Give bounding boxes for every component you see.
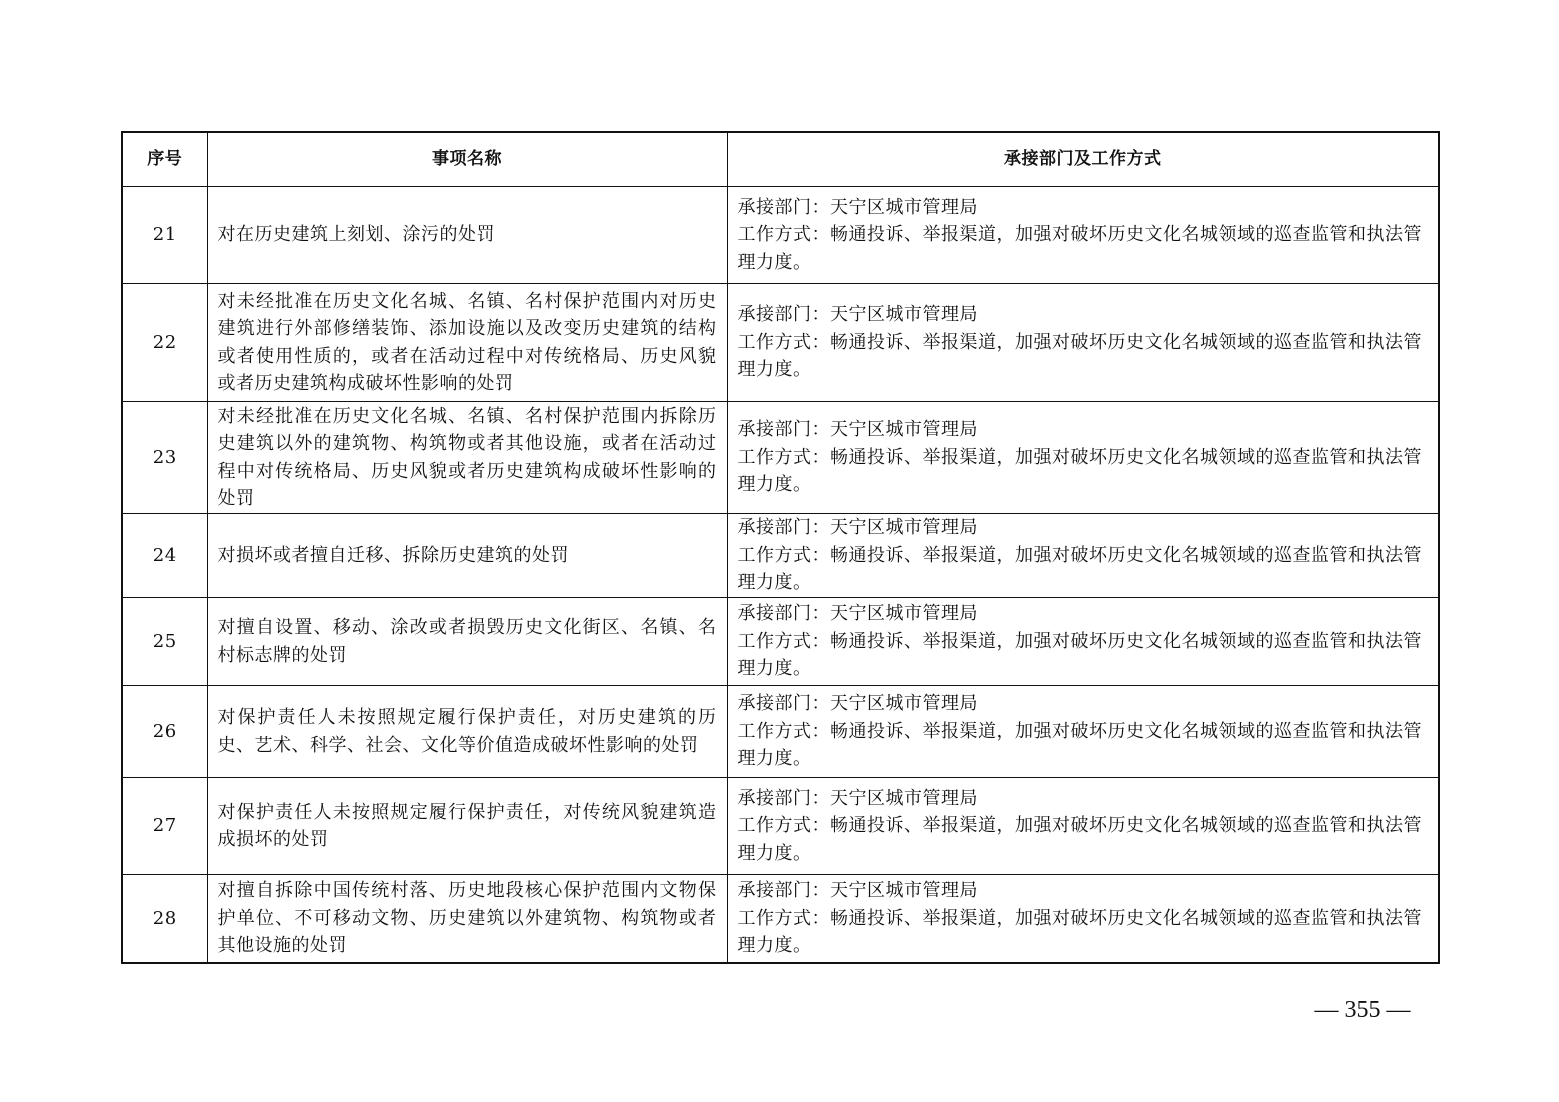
row-dept-method (727, 778, 1439, 875)
row-dept: 承接部门：天宁区城市管理局 (737, 603, 978, 625)
row-item-name: 对保护责任人未按照规定履行保护责任，对历史建筑的历史、艺术、科学、社会、文化等价值造成破坏性影响的处罚 (207, 686, 727, 778)
row-dept-method (727, 598, 1439, 686)
header-serial: 序号 (122, 132, 207, 187)
row-dept: 承接部门：天宁区城市管理局 (737, 517, 978, 539)
table-row (122, 187, 1439, 284)
row-method: 工作方式：畅通投诉、举报渠道，加强对破坏历史文化名城领域的巡查监管和执法管理力度。 (737, 907, 1422, 957)
row-dept-method (727, 514, 1439, 598)
row-method: 工作方式：畅通投诉、举报渠道，加强对破坏历史文化名城领域的巡查监管和执法管理力度。 (737, 815, 1422, 864)
table-row (122, 598, 1439, 686)
table-row (122, 284, 1439, 402)
row-dept-method (727, 402, 1439, 514)
row-serial: 24 (122, 514, 207, 598)
row-serial: 27 (122, 778, 207, 875)
table-row (122, 402, 1439, 514)
row-dept-method (727, 284, 1439, 402)
row-dept: 承接部门：天宁区城市管理局 (737, 787, 978, 809)
table-header-row (122, 132, 1439, 187)
row-serial: 21 (122, 187, 207, 284)
row-method: 工作方式：畅通投诉、举报渠道，加强对破坏历史文化名城领域的巡查监管和执法管理力度。 (737, 720, 1422, 770)
row-serial: 26 (122, 686, 207, 778)
row-method: 工作方式：畅通投诉、举报渠道，加强对破坏历史文化名城领域的巡查监管和执法管理力度。 (737, 446, 1422, 496)
table-row (122, 778, 1439, 875)
row-serial: 22 (122, 284, 207, 402)
row-method: 工作方式：畅通投诉、举报渠道，加强对破坏历史文化名城领域的巡查监管和执法管理力度。 (737, 224, 1422, 273)
page-number: — 355 — (1314, 997, 1411, 1023)
row-dept: 承接部门：天宁区城市管理局 (737, 196, 978, 218)
row-dept: 承接部门：天宁区城市管理局 (737, 880, 978, 902)
table-row (122, 514, 1439, 598)
row-method: 工作方式：畅通投诉、举报渠道，加强对破坏历史文化名城领域的巡查监管和执法管理力度。 (737, 630, 1422, 680)
row-item-name: 对损坏或者擅自迁移、拆除历史建筑的处罚 (207, 514, 727, 598)
row-method: 工作方式：畅通投诉、举报渠道，加强对破坏历史文化名城领域的巡查监管和执法管理力度。 (737, 331, 1422, 381)
row-dept: 承接部门：天宁区城市管理局 (737, 304, 978, 326)
row-item-name: 对擅自拆除中国传统村落、历史地段核心保护范围内文物保护单位、不可移动文物、历史建筑以外建筑物、构筑物或者其他设施的处罚 (207, 875, 727, 964)
row-method: 工作方式：畅通投诉、举报渠道，加强对破坏历史文化名城领域的巡查监管和执法管理力度。 (737, 544, 1422, 594)
header-item-name: 事项名称 (207, 132, 727, 187)
row-item-name: 对未经批准在历史文化名城、名镇、名村保护范围内拆除历史建筑以外的建筑物、构筑物或者其他设施，或者在活动过程中对传统格局、历史风貌或者历史建筑构成破坏性影响的处罚 (207, 402, 727, 514)
row-serial: 28 (122, 875, 207, 964)
row-item-name: 对未经批准在历史文化名城、名镇、名村保护范围内对历史建筑进行外部修缮装饰、添加设施以及改变历史建筑的结构或者使用性质的，或者在活动过程中对传统格局、历史风貌或者历史建筑构成破坏性影响的处罚 (207, 284, 727, 402)
row-serial: 25 (122, 598, 207, 686)
row-item-name: 对在历史建筑上刻划、涂污的处罚 (207, 187, 727, 284)
row-dept-method (727, 187, 1439, 284)
row-dept: 承接部门：天宁区城市管理局 (737, 693, 978, 715)
row-dept-method (727, 875, 1439, 964)
items-table (121, 131, 1440, 964)
table-row (122, 875, 1439, 964)
table-row (122, 686, 1439, 778)
row-item-name: 对保护责任人未按照规定履行保护责任，对传统风貌建筑造成损坏的处罚 (207, 778, 727, 875)
row-dept-method (727, 686, 1439, 778)
row-item-name: 对擅自设置、移动、涂改或者损毁历史文化街区、名镇、名村标志牌的处罚 (207, 598, 727, 686)
header-dept-method: 承接部门及工作方式 (727, 132, 1439, 187)
row-serial: 23 (122, 402, 207, 514)
row-dept: 承接部门：天宁区城市管理局 (737, 419, 978, 441)
